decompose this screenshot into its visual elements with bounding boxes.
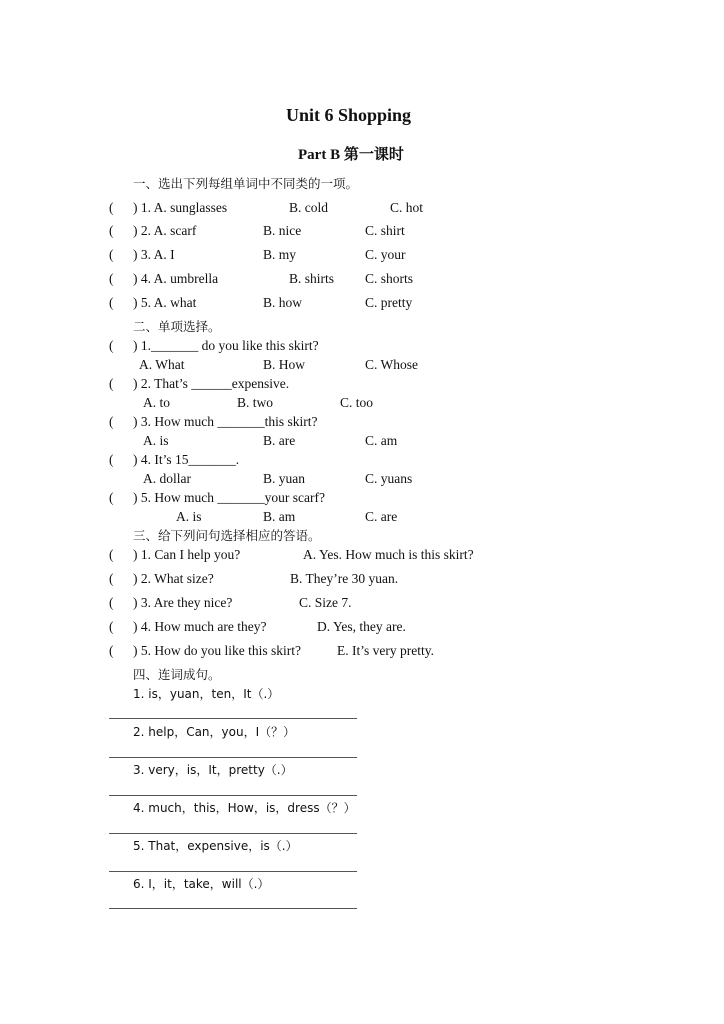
answer-paren: ( xyxy=(109,295,114,310)
question-text: ) 3. Are they nice? xyxy=(133,595,233,610)
answer-option: B. They’re 30 yuan. xyxy=(290,571,399,586)
option-b: B. are xyxy=(263,433,296,448)
question-text: ) 4. A. umbrella xyxy=(133,271,219,286)
option-c: C. are xyxy=(365,509,398,524)
option-c: C. am xyxy=(365,433,398,448)
option-b: B. how xyxy=(263,295,303,310)
answer-paren: ( xyxy=(109,595,114,610)
section-1-heading: 一、选出下列每组单词中不同类的一项。 xyxy=(133,176,359,191)
reorder-item: 3. very，is，It，pretty（.） xyxy=(133,763,293,777)
question-text: ) 5. A. what xyxy=(133,295,197,310)
reorder-item: 2. help，Can，you，I（？） xyxy=(133,725,296,739)
question-text: ) 3. How much _______this skirt? xyxy=(133,414,318,429)
answer-paren: ( xyxy=(109,571,114,586)
question-text: ) 1._______ do you like this skirt? xyxy=(133,338,319,353)
page-title: Unit 6 Shopping xyxy=(286,105,412,125)
option-b: B. How xyxy=(263,357,306,372)
answer-paren: ( xyxy=(109,547,114,562)
option-b: B. yuan xyxy=(263,471,305,486)
question-text: ) 2. A. scarf xyxy=(133,223,197,238)
answer-line[interactable] xyxy=(109,833,357,834)
answer-paren: ( xyxy=(109,643,114,658)
option-b: B. am xyxy=(263,509,296,524)
section-2-heading: 二、单项选择。 xyxy=(133,319,221,334)
question-text: ) 4. How much are they? xyxy=(133,619,267,634)
answer-option: D. Yes, they are. xyxy=(317,619,406,634)
reorder-item: 4. much，this，How，is，dress（？） xyxy=(133,801,356,815)
option-b: B. nice xyxy=(263,223,302,238)
answer-line[interactable] xyxy=(109,908,357,909)
reorder-item: 1. is，yuan，ten，It（.） xyxy=(133,687,280,701)
answer-line[interactable] xyxy=(109,718,357,719)
option-a: A. What xyxy=(139,357,185,372)
answer-paren: ( xyxy=(109,338,114,353)
option-c: C. pretty xyxy=(365,295,413,310)
option-a: A. is xyxy=(143,433,169,448)
answer-paren: ( xyxy=(109,376,114,391)
option-a: A. dollar xyxy=(143,471,191,486)
section-3-heading: 三、给下列问句选择相应的答语。 xyxy=(133,528,321,543)
option-c: C. hot xyxy=(390,200,424,215)
option-b: B. my xyxy=(263,247,297,262)
reorder-item: 6. I，it，take，will（.） xyxy=(133,877,270,891)
reorder-item: 5. That，expensive，is（.） xyxy=(133,839,298,853)
answer-line[interactable] xyxy=(109,871,357,872)
answer-paren: ( xyxy=(109,490,114,505)
option-c: C. too xyxy=(340,395,374,410)
question-text: ) 1. A. sunglasses xyxy=(133,200,228,215)
question-text: ) 3. A. I xyxy=(133,247,175,262)
option-a: A. to xyxy=(143,395,170,410)
question-text: ) 2. What size? xyxy=(133,571,214,586)
option-c: C. yuans xyxy=(365,471,413,486)
option-c: C. your xyxy=(365,247,406,262)
answer-paren: ( xyxy=(109,223,114,238)
answer-line[interactable] xyxy=(109,757,357,758)
option-c: C. shorts xyxy=(365,271,414,286)
question-text: ) 4. It’s 15_______. xyxy=(133,452,240,467)
option-a: A. is xyxy=(176,509,202,524)
answer-line[interactable] xyxy=(109,795,357,796)
option-b: B. cold xyxy=(289,200,328,215)
option-c: C. Whose xyxy=(365,357,418,372)
option-b: B. shirts xyxy=(289,271,335,286)
answer-paren: ( xyxy=(109,414,114,429)
answer-paren: ( xyxy=(109,271,114,286)
section-4-heading: 四、连词成句。 xyxy=(133,667,221,682)
question-text: ) 2. That’s ______expensive. xyxy=(133,376,290,391)
answer-paren: ( xyxy=(109,247,114,262)
question-text: ) 5. How much _______your scarf? xyxy=(133,490,325,505)
answer-option: E. It’s very pretty. xyxy=(337,643,434,658)
option-b: B. two xyxy=(237,395,274,410)
answer-option: C. Size 7. xyxy=(299,595,352,610)
answer-paren: ( xyxy=(109,619,114,634)
question-text: ) 5. How do you like this skirt? xyxy=(133,643,301,658)
page-subtitle: Part B 第一课时 xyxy=(298,147,404,163)
option-c: C. shirt xyxy=(365,223,405,238)
question-text: ) 1. Can I help you? xyxy=(133,547,241,562)
answer-option: A. Yes. How much is this skirt? xyxy=(303,547,474,562)
answer-paren: ( xyxy=(109,452,114,467)
answer-paren: ( xyxy=(109,200,114,215)
